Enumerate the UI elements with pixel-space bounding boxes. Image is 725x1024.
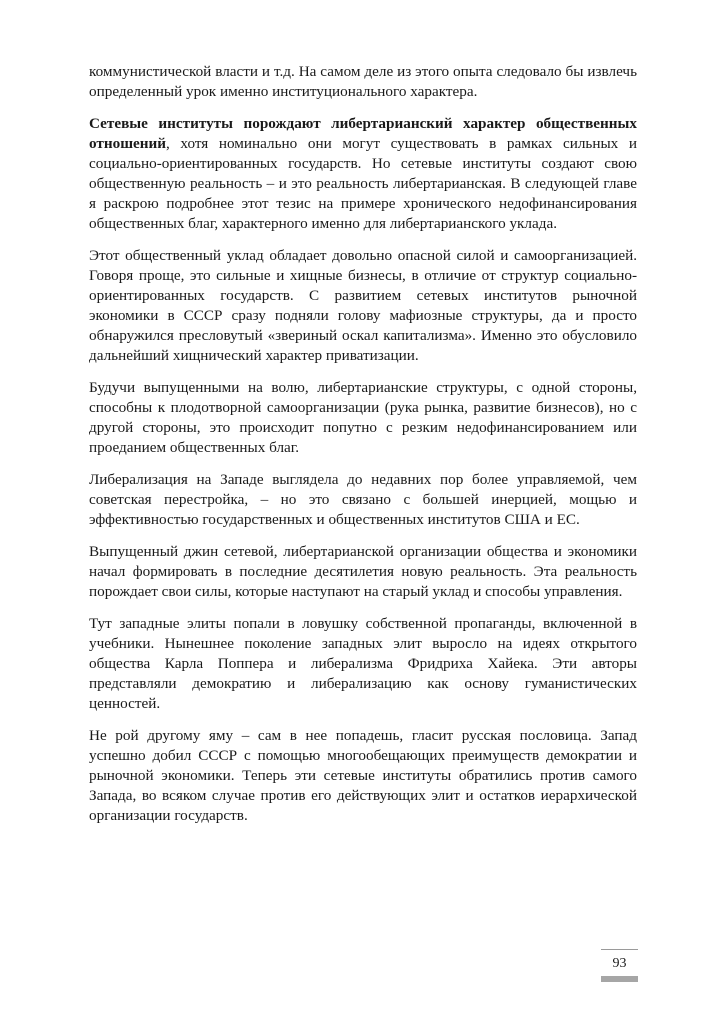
paragraph-6	[89, 542, 637, 602]
paragraph-7	[89, 614, 637, 714]
paragraph-text: Этот общественный уклад обладает довольно опасной силой и самоорганизацией. Говоря проще, это сильные и хищные бизнесы, в отличие от структур социально-ориентированных государств. С развитием сетевых институтов рыночной экономики в СССР сразу подняли голову мафиозные структуры, да и просто обнаружился пресловутый «звериный оскал капитализма». Именно это обусловило дальнейший хищнический характер приватизации.	[89, 247, 637, 364]
page-number-footer	[601, 949, 638, 982]
page-number: 93	[612, 956, 627, 971]
paragraph-text: Будучи выпущенными на волю, либертарианские структуры, с одной стороны, способны к плодотворной самоорганизации (рука рынка, развитие бизнесов), но с другой стороны, это происходит попутно с резким недофинансированием или проеданием общественных благ.	[89, 379, 637, 456]
paragraph-text: Тут западные элиты попали в ловушку собственной пропаганды, включенной в учебники. Нынешнее поколение западных элит выросло на идеях открытого общества Карла Поппера и либерализма Фридриха Хайека. Эти авторы представляли демократию и либерализацию как основу гуманистических ценностей.	[89, 615, 637, 712]
paragraph-5	[89, 470, 637, 530]
paragraph-text: Выпущенный джин сетевой, либертарианской организации общества и экономики начал формировать в последние десятилетия новую реальность. Эта реальность порождает свои силы, которые наступают на старый уклад и способы управления.	[89, 543, 637, 600]
paragraph-text: , хотя номинально они могут существовать в рамках сильных и социально-ориентированных государств. Но сетевые институты создают свою общественную реальность – и это реальность либертарианская. В следующей главе я раскрою подробнее этот тезис на примере хронического недофинансирования общественных благ, характерного именно для либертарианского уклада.	[89, 135, 637, 232]
paragraph-text: Не рой другому яму – сам в нее попадешь, гласит русская пословица. Запад успешно добил СССР с помощью многообещающих преимуществ демократии и рыночной экономики. Теперь эти сетевые институты обратились против самого Запада, во всяком случае против его действующих элит и остатков иерархической организации государств.	[89, 727, 637, 824]
paragraph-1	[89, 62, 637, 102]
paragraph-text: Либерализация на Западе выглядела до недавних пор более управляемой, чем советская перестройка, – но это связано с большей инерцией, мощью и эффективностью государственных и общественных институтов США и ЕС.	[89, 471, 637, 528]
paragraph-8	[89, 726, 637, 826]
paragraph-3	[89, 246, 637, 366]
page-body	[89, 62, 637, 838]
paragraph-text: коммунистической власти и т.д. На самом деле из этого опыта следовало бы извлечь определенный урок именно институционального характера.	[89, 63, 637, 100]
paragraph-4	[89, 378, 637, 458]
page-number-bar	[601, 976, 638, 982]
paragraph-2	[89, 114, 637, 234]
paragraph-bold-lead: Сетевые институты порождают либертарианский характер общественных отношений	[89, 115, 637, 152]
